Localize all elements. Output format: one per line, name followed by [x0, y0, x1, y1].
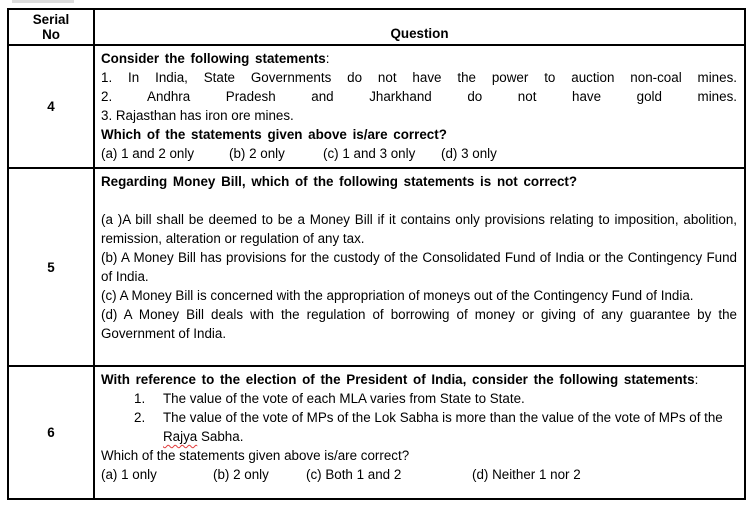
- question-5-heading: Regarding Money Bill, which of the following statements is not correct?: [101, 174, 578, 189]
- crop-artifact: [12, 0, 74, 3]
- serial-cell-5: 5: [8, 168, 94, 366]
- table-header-row: [8, 9, 745, 45]
- question-6-option-d: (d) Neither 1 nor 2: [472, 467, 581, 482]
- question-6-statement-2: [101, 408, 737, 446]
- question-6-heading-bold: With reference to the election of the President of India, consider the following statements: [101, 372, 695, 387]
- question-cell-6: [94, 366, 745, 499]
- serial-cell-4: 4: [8, 45, 94, 168]
- blank-line: [101, 191, 737, 210]
- question-6-options: [101, 465, 737, 484]
- question-6-statement-1-text: The value of the vote of each MLA varies from State to State.: [163, 391, 525, 406]
- list-number-2: 2.: [134, 410, 146, 425]
- question-cell-5: [94, 168, 745, 366]
- question-5-option-c-text: (c) A Money Bill is concerned with the appropriation of moneys out of the Contingency Fund of India.: [101, 288, 694, 303]
- serial-no-header: [8, 9, 94, 45]
- question-row-6: [8, 366, 745, 499]
- question-table: [7, 8, 746, 500]
- question-6-which-line: Which of the statements given above is/are correct?: [101, 448, 410, 463]
- question-4-option-b: (b) 2 only: [229, 146, 285, 161]
- question-5-option-b-text: (b) A Money Bill has provisions for the custody of the Consolidated Fund of India or the Contingency Fund of India.: [101, 250, 737, 284]
- question-6-heading: [101, 370, 737, 389]
- question-header: Question: [94, 9, 745, 45]
- question-4-statement-1: 1. In India, State Governments do not have the power to auction non-coal mines.: [101, 70, 737, 85]
- question-4-heading-bold: Consider the following statements: [101, 51, 326, 66]
- serial-header-line2: No: [42, 27, 60, 42]
- question-cell-4: [94, 45, 745, 168]
- question-6-statement-2-text: The value of the vote of MPs of the Lok Sabha is more than the value of the vote of MPs of the: [163, 410, 723, 425]
- question-5-option-d-text: (d) A Money Bill deals with the regulation of borrowing of money or giving of any guarantee by the Government of India.: [101, 307, 737, 341]
- question-4-which-line: Which of the statements given above is/are correct?: [101, 127, 447, 142]
- question-4-option-d: (d) 3 only: [441, 146, 497, 161]
- question-4-statement-3: 3. Rajasthan has iron ore mines.: [101, 108, 294, 123]
- question-6-option-c: (c) Both 1 and 2: [306, 467, 402, 482]
- question-6-option-b: (b) 2 only: [213, 467, 269, 482]
- question-6-statement-2-tail: Sabha.: [197, 429, 244, 444]
- question-4-heading-colon: :: [325, 51, 330, 66]
- spellcheck-word: Rajya: [163, 429, 198, 444]
- question-row-4: [8, 45, 745, 168]
- question-6-option-a: (a) 1 only: [101, 467, 157, 482]
- serial-cell-6: 6: [8, 366, 94, 499]
- question-6-statement-1: [101, 389, 737, 408]
- question-5-option-a-text: (a )A bill shall be deemed to be a Money Bill if it contains only provisions relating to imposition, abolition, remission, alteration or regulation of any tax.: [101, 212, 737, 246]
- question-4-heading: [101, 49, 737, 68]
- question-4-options: [101, 144, 737, 163]
- question-4-option-a: (a) 1 and 2 only: [101, 146, 195, 161]
- question-4-option-c: (c) 1 and 3 only: [323, 146, 416, 161]
- list-number-1: 1.: [134, 391, 146, 406]
- question-6-heading-colon: :: [694, 372, 699, 387]
- question-4-statement-2: 2. Andhra Pradesh and Jharkhand do not have gold mines.: [101, 89, 737, 104]
- serial-header-line1: Serial: [32, 12, 70, 27]
- question-row-5: [8, 168, 745, 366]
